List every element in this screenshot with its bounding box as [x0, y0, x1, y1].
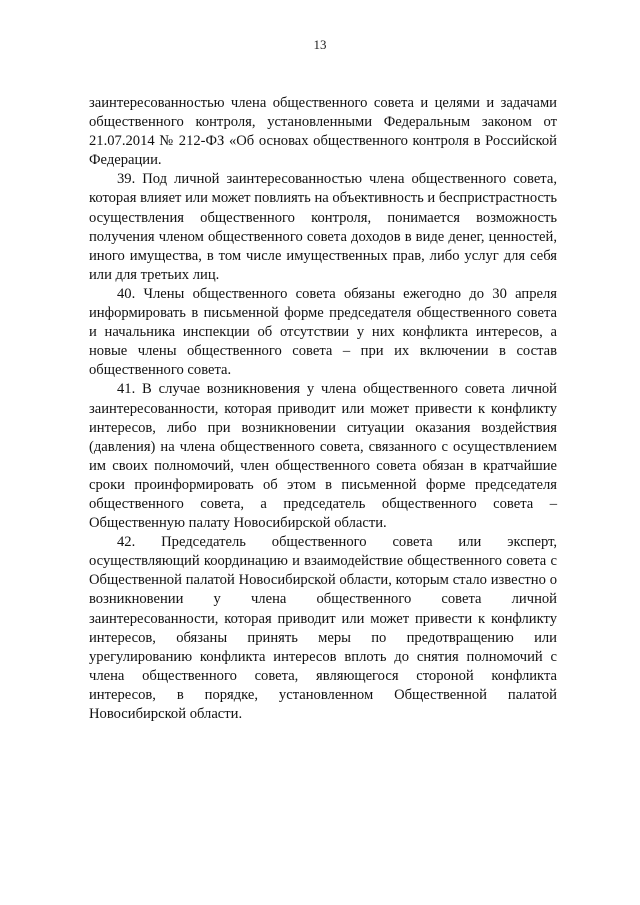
paragraph-item-39: 39. Под личной заинтересованностью члена общественного совета, которая влияет или может повлиять на объективность и беспристрастность осуществления общественного контроля, понимается возможность получения членом общественного совета доходов в виде денег, ценностей, иного имущества, в том числе имущественных прав, либо услуг для себя или для третьих лиц. [89, 171, 557, 283]
paragraph-item-40: 40. Члены общественного совета обязаны ежегодно до 30 апреля информировать в письменной форме председателя общественного совета и начальника инспекции об отсутствии у них конфликта интересов, а новые члены общественного совета – при их включении в состав общественного совета. [89, 285, 557, 379]
paragraph-item-42: 42. Председатель общественного совета или эксперт, осуществляющий координацию и взаимодействие общественного совета с Общественной палатой Новосибирской области, которым стало известно о возникновении у члена общественного совета личной заинтересованности, которая приводит или может привести к конфликту интересов, обязаны принять меры по предотвращению или урегулированию конфликта интересов вплоть до снятия полномочий с члена общественного совета, являющегося стороной конфликта интересов, в порядке, установленном Общественной палатой Новосибирской области. [89, 534, 557, 722]
document-body [89, 94, 557, 724]
paragraph-item-41: 41. В случае возникновения у члена общественного совета личной заинтересованности, которая приводит или может привести к конфликту интересов, либо при возникновении ситуации оказания воздействия (давления) на члена общественного совета, связанного с осуществлением им своих полномочий, член общественного совета обязан в кратчайшие сроки проинформировать об этом в письменной форме председателя общественного совета, а председатель общественного совета – Общественную палату Новосибирской области. [89, 381, 557, 532]
page-number: 13 [313, 37, 327, 52]
paragraph-continuation: заинтересованностью члена общественного совета и целями и задачами общественного контроля, установленными Федеральным законом от 21.07.2014 № 212-ФЗ «Об основах общественного контроля в Российской Федерации. [89, 95, 557, 169]
